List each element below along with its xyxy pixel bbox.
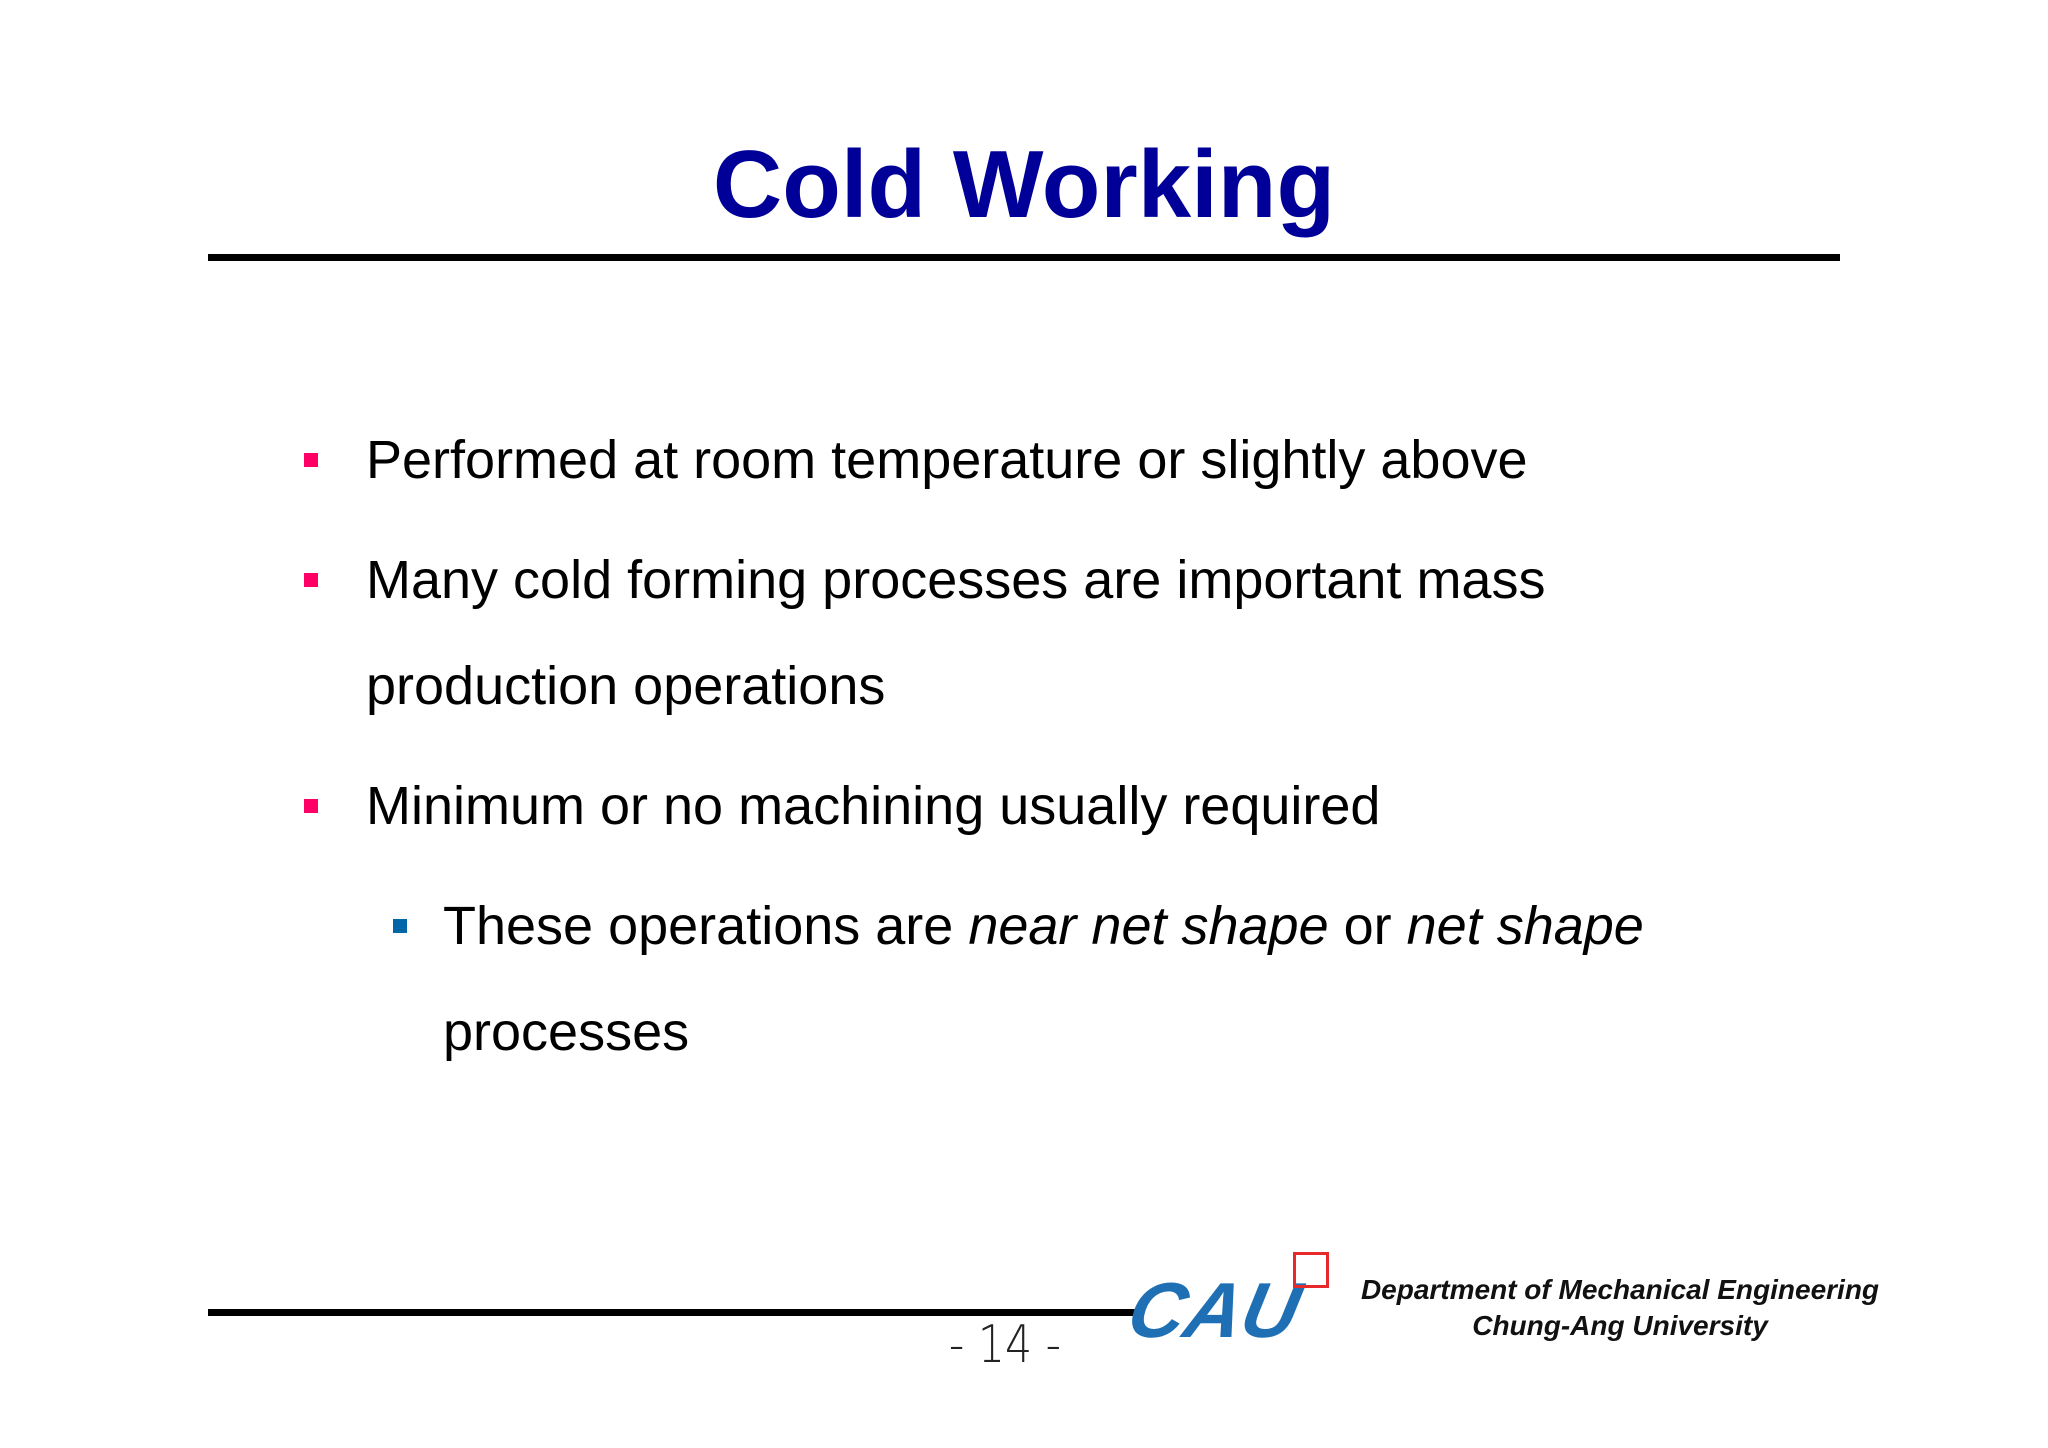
bullet-text: Performed at room temperature or slightly above: [366, 430, 1528, 490]
emphasis-term: near net shape: [968, 896, 1329, 956]
sub-bullet-text-part: or: [1328, 896, 1407, 956]
cau-logo-text: CAU: [1120, 1266, 1309, 1354]
bullet-text: Many cold forming processes are important mass: [366, 550, 1546, 610]
bullet-item: [366, 407, 1528, 513]
bullet-marker: [304, 453, 318, 467]
sub-bullet-text-continued: processes: [443, 1002, 690, 1062]
bullet-text: Minimum or no machining usually required: [366, 776, 1381, 836]
university-name: Chung-Ang University: [1472, 1310, 1768, 1341]
footer-affiliation: [1340, 1272, 1900, 1344]
bullet-item: [366, 753, 1380, 859]
slide-title: Cold Working: [712, 131, 1336, 238]
logo-box-mark: [1293, 1252, 1329, 1288]
emphasis-term: net shape: [1406, 896, 1644, 956]
bullet-item: [366, 527, 1545, 739]
bullet-marker: [304, 799, 318, 813]
sub-bullet-item: [443, 873, 1644, 1085]
page-number: - 14 -: [948, 1315, 1062, 1375]
department-name: Department of Mechanical Engineering: [1360, 1274, 1880, 1305]
bullet-marker: [304, 573, 318, 587]
sub-bullet-text-part: These operations are: [443, 896, 969, 956]
bullet-text-continued: production operations: [366, 656, 886, 716]
sub-bullet-marker: [393, 919, 407, 933]
sub-bullet-text: [443, 873, 1644, 979]
